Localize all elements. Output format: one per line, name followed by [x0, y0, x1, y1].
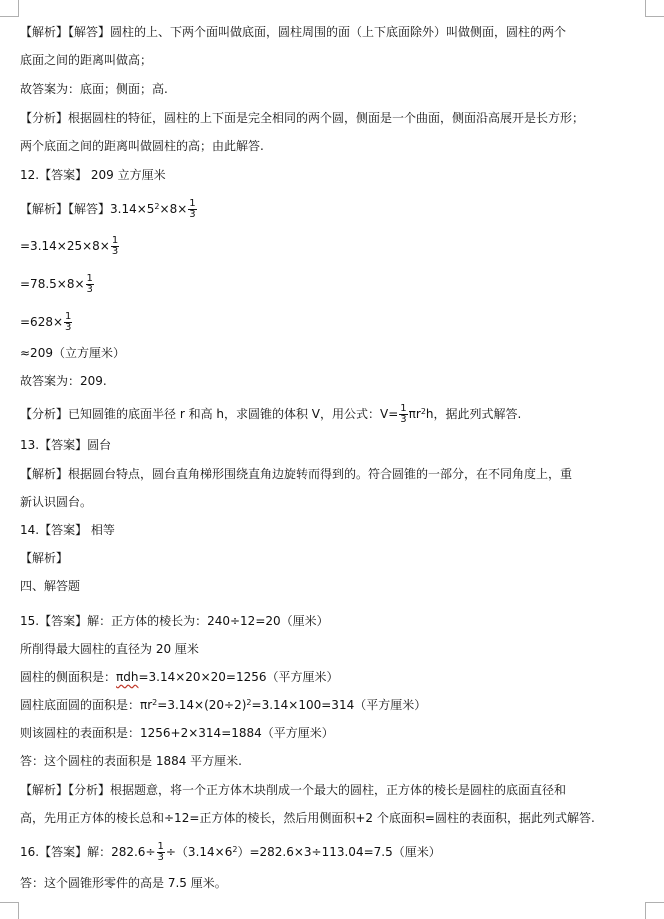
- text-line: 答：这个圆柱的表面积是 1884 平方厘米.: [20, 754, 242, 768]
- page-corner-mark: [645, 902, 664, 919]
- fraction-one-third: $\frac{1}{3}$: [65, 311, 72, 333]
- formula-text: =3.14×20×20=1256（平方厘米）: [138, 670, 339, 684]
- formula-text: h，据此列式解答.: [425, 407, 522, 421]
- formula-line: [20, 199, 645, 220]
- text-line: 故答案为：底面；侧面；高.: [20, 82, 168, 96]
- fraction-one-third: $\frac{1}{3}$: [111, 235, 119, 257]
- formula-text: 圆柱的侧面积是：: [20, 670, 117, 684]
- text-line: 所削得最大圆柱的直径为 20 厘米: [20, 642, 199, 656]
- formula-line: [20, 312, 645, 333]
- formula-line: [20, 404, 645, 425]
- text-line: 底面之间的距离叫做高；: [20, 53, 153, 67]
- formula-text: 【分析】已知圆锥的底面半径 r 和高 h，求圆锥的体积 V，用公式：V=: [20, 407, 399, 421]
- fraction-one-third: $\frac{1}{3}$: [400, 403, 407, 425]
- text-line: 两个底面之间的距离叫做圆柱的高；由此解答.: [20, 139, 264, 153]
- formula-line: [20, 697, 645, 713]
- text-line: 新认识圆台。: [20, 495, 93, 509]
- text-line: 【解析】【解答】圆柱的上、下两个面叫做底面，圆柱周围的面（上下底面除外）叫做侧面，圆柱的两个: [20, 25, 567, 39]
- question-15-answer: 15.【答案】解：正方体的棱长为：240÷12=20（厘米）: [20, 614, 329, 628]
- exponent: 2: [154, 202, 160, 211]
- formula-text: =3.14×(20÷2): [157, 698, 247, 712]
- formula-text: 圆柱底面圆的面积是：πr: [20, 698, 153, 712]
- formula-text: =3.14×25×8×: [20, 239, 110, 253]
- fraction-one-third: $\frac{1}{3}$: [157, 841, 164, 863]
- fraction-one-third: $\frac{1}{3}$: [86, 273, 93, 295]
- question-12-answer: 12.【答案】 209 立方厘米: [20, 168, 166, 182]
- text-line: 【解析】根据圆台特点，圆台直角梯形围绕直角边旋转而得到的。符合圆锥的一部分，在不同角度上，重: [20, 467, 573, 481]
- formula-text: 16.【答案】解：282.6÷: [20, 845, 156, 859]
- formula-text: πdh: [116, 670, 139, 684]
- exponent: 2: [232, 845, 238, 854]
- formula-text: 【解析】【解答】3.14×5: [20, 202, 155, 216]
- question-13-answer: 13.【答案】圆台: [20, 438, 112, 452]
- question-16-answer: [20, 842, 645, 863]
- formula-text: =3.14×100=314（平方厘米）: [251, 698, 427, 712]
- formula-line: [20, 669, 645, 685]
- text-line: 答：这个圆锥形零件的高是 7.5 厘米。: [20, 876, 227, 890]
- formula-text: ÷（3.14×6: [165, 845, 233, 859]
- text-line: ≈209（立方厘米）: [20, 346, 125, 360]
- section-heading: 四、解答题: [20, 579, 81, 593]
- page-corner-mark: [0, 0, 19, 17]
- formula-text: πr: [408, 407, 421, 421]
- exponent: 2: [152, 698, 158, 707]
- question-14-answer: 14.【答案】 相等: [20, 523, 115, 537]
- text-line: 【分析】根据圆柱的特征，圆柱的上下面是完全相同的两个圆，侧面是一个曲面，侧面沿高展开是长方形；: [20, 111, 585, 125]
- text-line: 高，先用正方体的棱长总和÷12=正方体的棱长，然后用侧面积+2 个底面积=圆柱的表面积，据此列式解答.: [20, 811, 595, 825]
- formula-text: =628×: [20, 315, 64, 329]
- text-line: 则该圆柱的表面积是：1256+2×314=1884（平方厘米）: [20, 726, 334, 740]
- formula-text: ×8×: [159, 202, 188, 216]
- formula-line: [20, 236, 645, 257]
- text-line: 【解析】: [20, 551, 69, 565]
- exponent: 2: [246, 698, 252, 707]
- formula-line: [20, 274, 645, 295]
- exponent: 2: [420, 407, 426, 416]
- page-corner-mark: [645, 0, 664, 17]
- fraction-one-third: $\frac{1}{3}$: [189, 198, 196, 220]
- page-corner-mark: [0, 902, 19, 919]
- text-line: 故答案为：209.: [20, 374, 107, 388]
- text-line: 【解析】【分析】根据题意，将一个正方体木块削成一个最大的圆柱，正方体的棱长是圆柱的底面直径和: [20, 783, 567, 797]
- formula-text: =78.5×8×: [20, 277, 85, 291]
- formula-text: ）=282.6×3÷113.04=7.5（厘米）: [237, 845, 441, 859]
